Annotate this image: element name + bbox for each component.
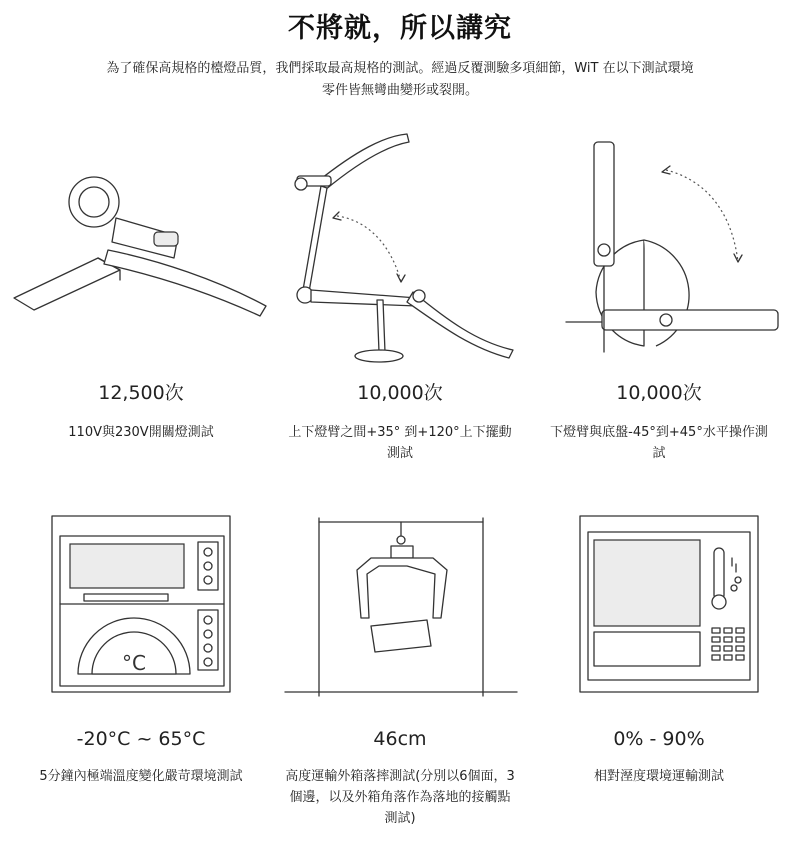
arm-swing-test-count: 10,000次 [357,382,443,404]
test-card-arm-swing [267,110,533,460]
lamp-base-rotation-illustration [526,132,792,362]
test-card-switch [8,110,274,460]
base-rotation-test-count: 10,000次 [616,382,702,404]
intro-text [60,58,740,102]
lamp-arm-swing-illustration [267,120,533,370]
temperature-chamber-illustration [8,514,274,699]
test-card-temperature [8,500,274,840]
temperature-range-value: -20°C ~ 65°C [76,728,206,750]
celsius-label: °C [122,651,146,675]
humidity-range-value: 0% - 90% [613,728,705,750]
drop-test-caption: 高度運輸外箱落摔測試(分別以6個面，3個邊，以及外箱角落作為落地的接觸點測試) [285,769,515,826]
drop-height-value: 46cm [373,728,427,750]
drop-test-claw-illustration [267,514,533,699]
intro-line-1: 為了確保高規格的檯燈品質，我們採取最高規格的測試。經過反覆測驗多項細節，WiT 在以下測試環境 [106,61,694,76]
lamp-switch-closeup-illustration [8,130,274,320]
switch-test-caption: 110V與230V開關燈測試 [68,425,214,440]
temperature-test-caption: 5分鐘內極端溫度變化嚴苛環境測試 [39,769,243,784]
humidity-test-caption: 相對溼度環境運輸測試 [593,769,724,784]
base-rotation-test-caption: 下燈臂與底盤-45°到+45°水平操作測試 [550,425,768,461]
test-card-humidity [526,500,792,840]
arm-swing-test-caption: 上下燈臂之間+35° 到+120°上下擺動測試 [288,425,512,461]
page-title: 不將就，所以講究 [288,13,512,44]
intro-line-2: 零件皆無彎曲變形或裂開。 [321,83,478,98]
test-card-base-rotation [526,110,792,460]
switch-test-count: 12,500次 [98,382,184,404]
humidity-chamber-illustration [526,514,792,699]
test-card-drop [267,500,533,840]
